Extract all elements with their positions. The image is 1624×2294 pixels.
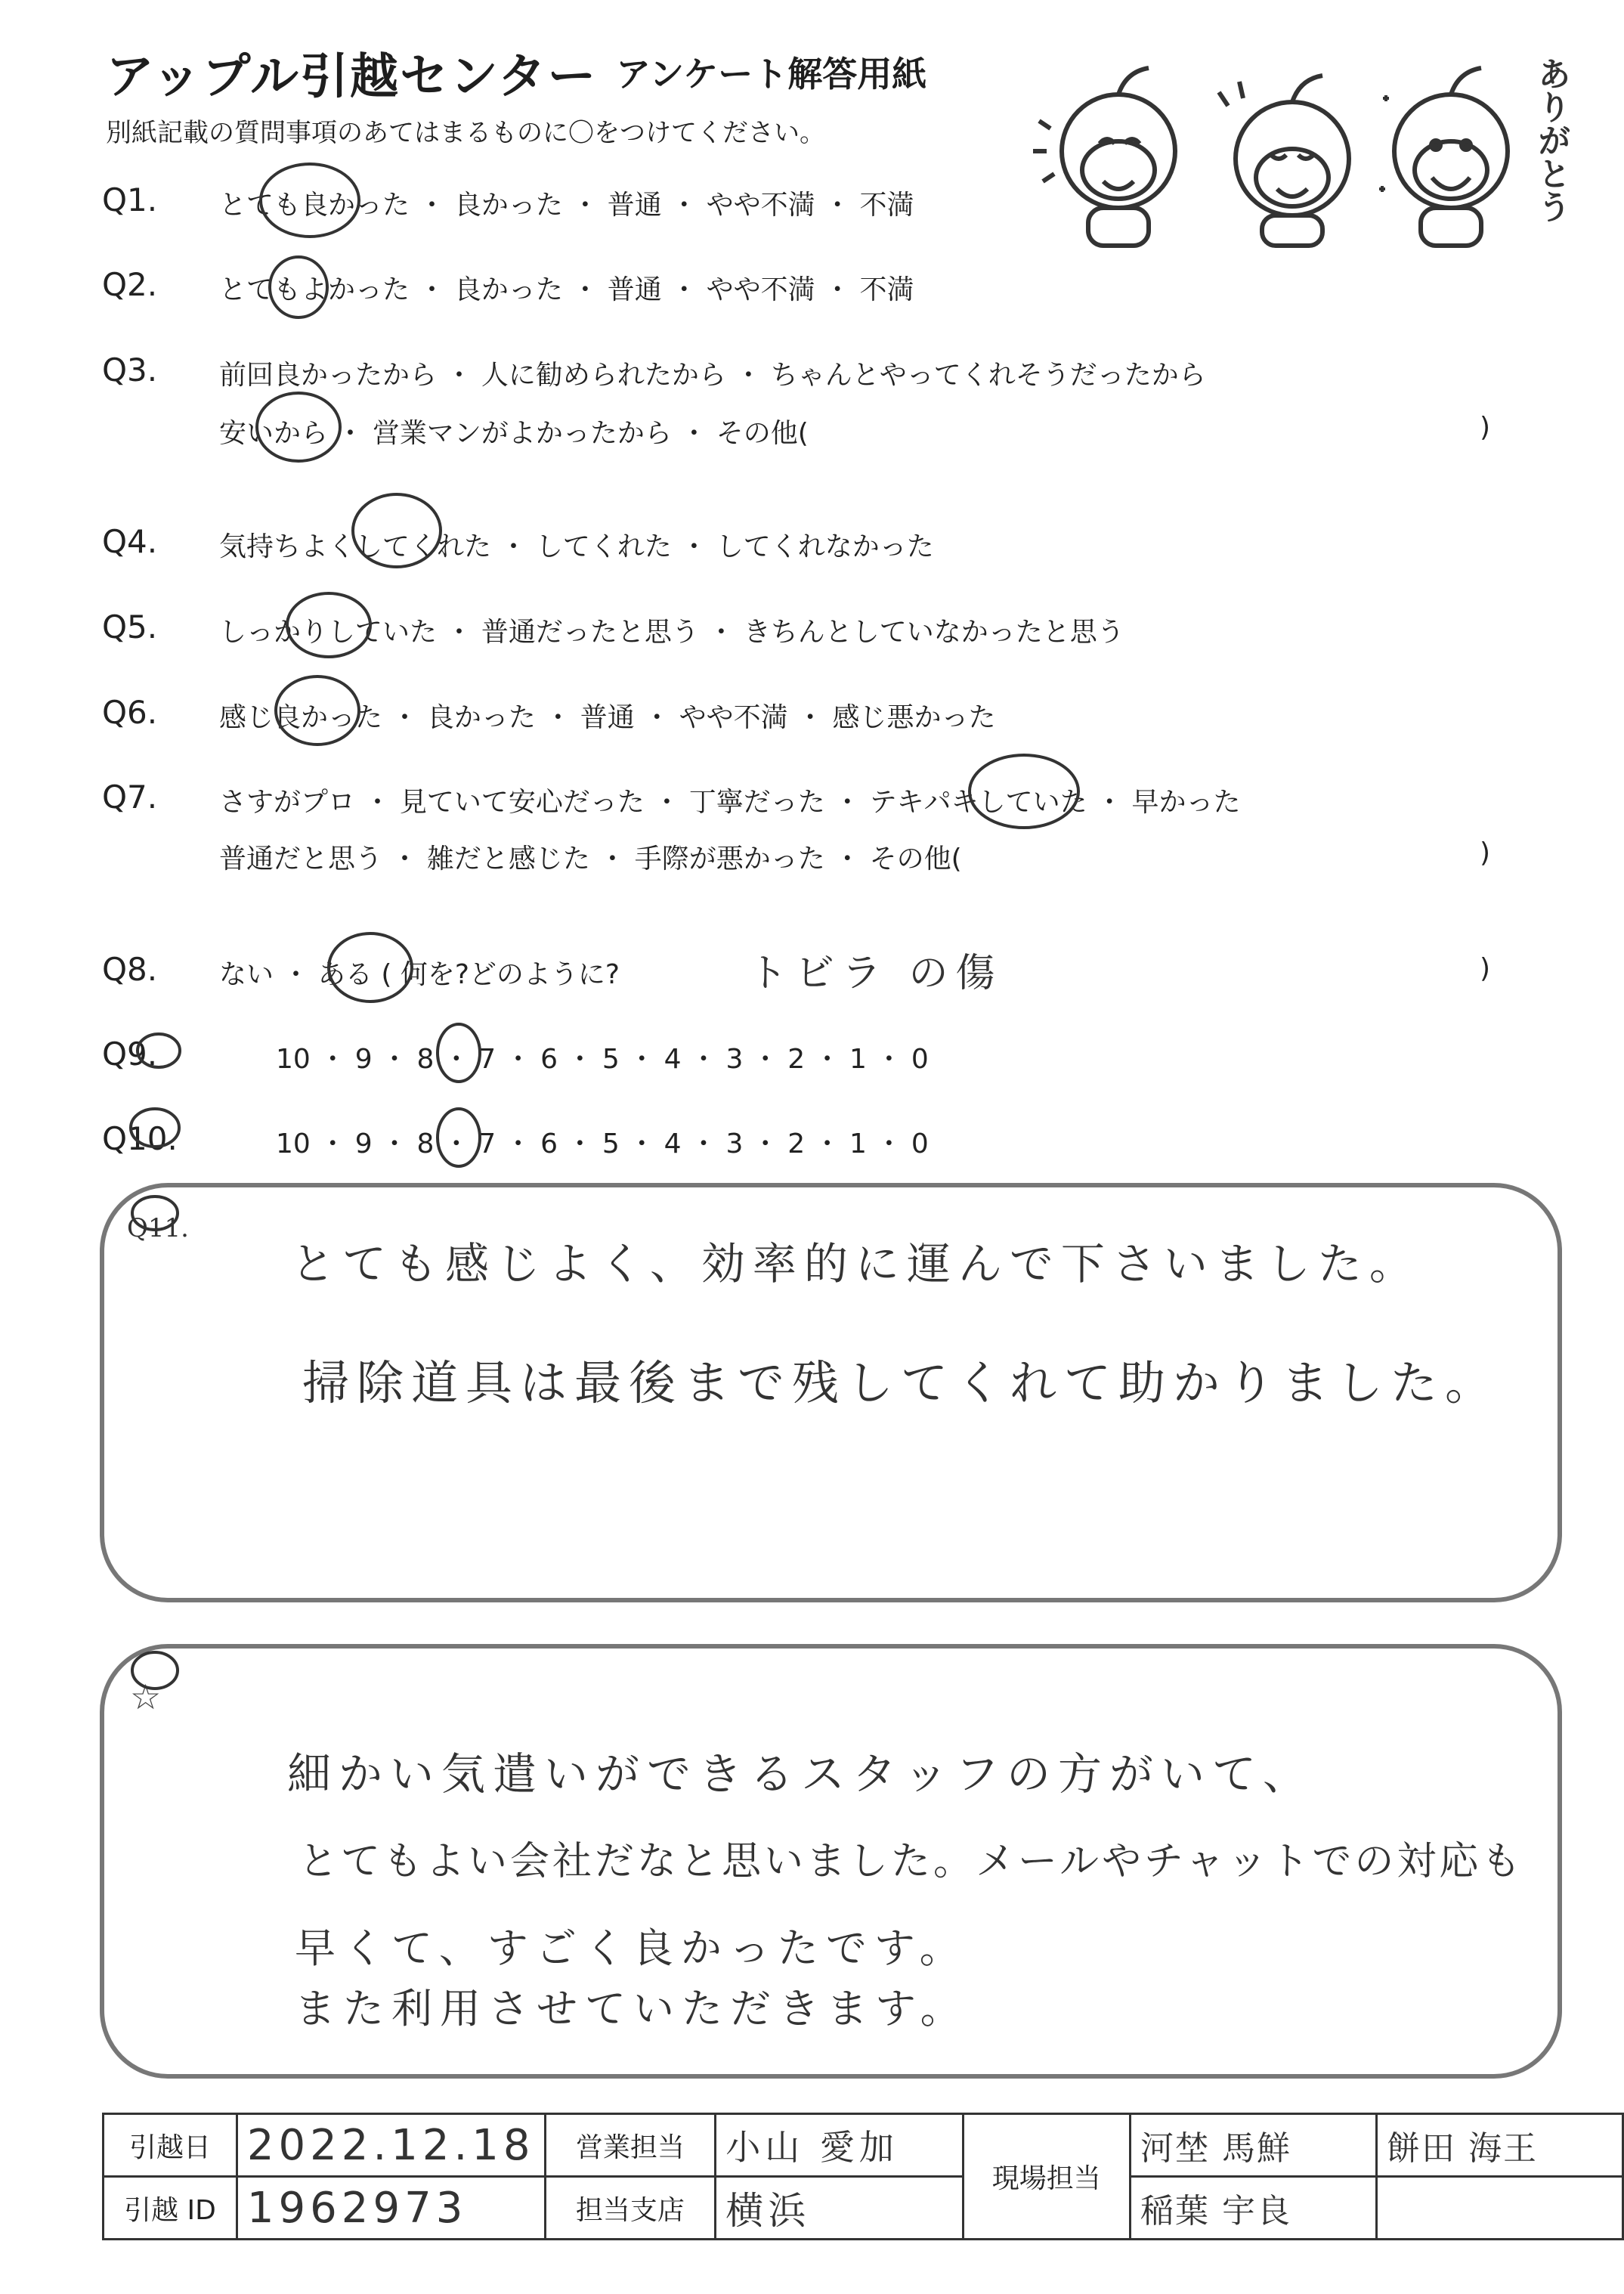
q4-label: Q4. — [102, 523, 158, 560]
q6-label: Q6. — [102, 694, 158, 731]
q7-options-line1[interactable]: さすがプロ ・ 見ていて安心だった ・ 丁寧だった ・ テキパキしていた ・ 早かった — [219, 787, 1241, 818]
q5-label: Q5. — [102, 608, 158, 645]
q9-label: Q9. — [102, 1036, 158, 1073]
answer-circle — [431, 1104, 487, 1172]
monkey-icon — [1219, 76, 1349, 246]
q7-options-line2[interactable]: 普通だと思う ・ 雑だと感じた ・ 手際が悪かった ・ その他( — [219, 844, 962, 875]
check-mark — [125, 1100, 185, 1156]
free-comment-line3: 早くて、すごく良かったです。 — [295, 1924, 968, 1972]
answer-circle — [321, 926, 419, 1009]
answer-circle — [253, 157, 367, 244]
star-icon: ☆ — [130, 1676, 162, 1717]
free-comment-line2: とてもよい会社だなと思いました。メールやチャットでの対応も — [299, 1839, 1524, 1884]
move-id-value: 1962973 — [237, 2177, 545, 2240]
q3-options-line1[interactable]: 前回良かったから ・ 人に勧められたから ・ ちゃんとやってくれそうだったから — [219, 360, 1206, 391]
field-staff-empty — [1376, 2177, 1622, 2240]
q3-options-line2[interactable]: 安いから ・ 営業マンがよかったから ・ その他( — [219, 418, 809, 449]
q10-scale[interactable]: 10 ・ 9 ・ 8 ・ 7 ・ 6 ・ 5 ・ 4 ・ 3 ・ 2 ・ 1 ・ 0 — [276, 1128, 929, 1159]
q2-options[interactable]: とてもよかった ・ 良かった ・ 普通 ・ やや不満 ・ 不満 — [219, 274, 914, 305]
q6-options[interactable]: 感じ良かった ・ 良かった ・ 普通 ・ やや不満 ・ 感じ悪かった — [219, 702, 996, 733]
q8-handwritten-answer: トビラ の傷 — [748, 951, 1003, 996]
q7-close-paren: ) — [1480, 837, 1491, 868]
form-subtitle: アンケート解答用紙 — [616, 54, 927, 94]
answer-circle — [280, 586, 378, 665]
free-comment-line1: 細かい気遣いができるスタッフの方がいて、 — [287, 1748, 1314, 1800]
monkey-icon — [1379, 68, 1508, 246]
q11-comment-line2: 掃除道具は最後まで残してくれて助かりました。 — [302, 1355, 1500, 1410]
mascot-illustration — [1028, 45, 1572, 249]
field-staff-name-2: 餅田 海王 — [1376, 2114, 1622, 2177]
answer-circle — [960, 748, 1088, 835]
q4-options[interactable]: 気持ちよくしてくれた ・ してくれた ・ してくれなかった — [219, 531, 934, 562]
answer-circle — [261, 249, 336, 325]
sales-label: 営業担当 — [545, 2114, 716, 2177]
free-comment-line4: また利用させていただきます。 — [295, 1985, 969, 2032]
move-date-value: 2022.12.18 — [237, 2114, 545, 2177]
thanks-caption: ありがとう — [1532, 57, 1570, 223]
q3-close-paren: ) — [1480, 412, 1491, 443]
move-date-label: 引越日 — [104, 2114, 237, 2177]
q5-options[interactable]: しっかりしていた ・ 普通だったと思う ・ きちんとしていなかったと思う — [219, 617, 1124, 648]
field-staff-name-3: 稲葉 宇良 — [1130, 2177, 1376, 2240]
check-mark — [125, 1187, 185, 1240]
answer-circle — [344, 488, 450, 574]
q2-label: Q2. — [102, 266, 158, 303]
q8-label: Q8. — [102, 951, 158, 988]
check-mark — [121, 1644, 189, 1697]
answer-circle — [249, 385, 348, 469]
q8-options[interactable]: ない ・ ある ( 何を?どのように? — [219, 959, 620, 990]
q7-label: Q7. — [102, 779, 158, 816]
branch-label: 担当支店 — [545, 2177, 716, 2240]
branch-value: 横浜 — [716, 2177, 963, 2240]
field-staff-name-1: 河埜 馬鮮 — [1130, 2114, 1376, 2177]
q1-options[interactable]: とても良かった ・ 良かった ・ 普通 ・ やや不満 ・ 不満 — [219, 190, 914, 221]
q11-comment-line1: とても感じよく、効率的に運んで下さいました。 — [291, 1238, 1421, 1289]
q1-label: Q1. — [102, 181, 158, 218]
monkey-icon — [1033, 68, 1175, 246]
check-mark — [132, 1024, 185, 1077]
q10-label: Q10. — [102, 1120, 178, 1157]
move-id-label: 引越 ID — [104, 2177, 237, 2240]
move-info-table — [102, 2113, 1624, 2240]
instruction-text: 別紙記載の質問事項のあてはまるものに〇をつけてください。 — [106, 118, 825, 148]
answer-circle — [431, 1019, 487, 1087]
q8-close-paren: ) — [1480, 953, 1491, 984]
q3-label: Q3. — [102, 351, 158, 389]
field-staff-label: 現場担当 — [963, 2114, 1130, 2240]
company-title: アップル引越センター — [106, 49, 598, 105]
sales-name: 小山 愛加 — [716, 2114, 963, 2177]
answer-circle — [268, 669, 367, 752]
q9-scale[interactable]: 10 ・ 9 ・ 8 ・ 7 ・ 6 ・ 5 ・ 4 ・ 3 ・ 2 ・ 1 ・ 0 — [276, 1044, 929, 1075]
q11-label: Q11. — [127, 1213, 189, 1243]
